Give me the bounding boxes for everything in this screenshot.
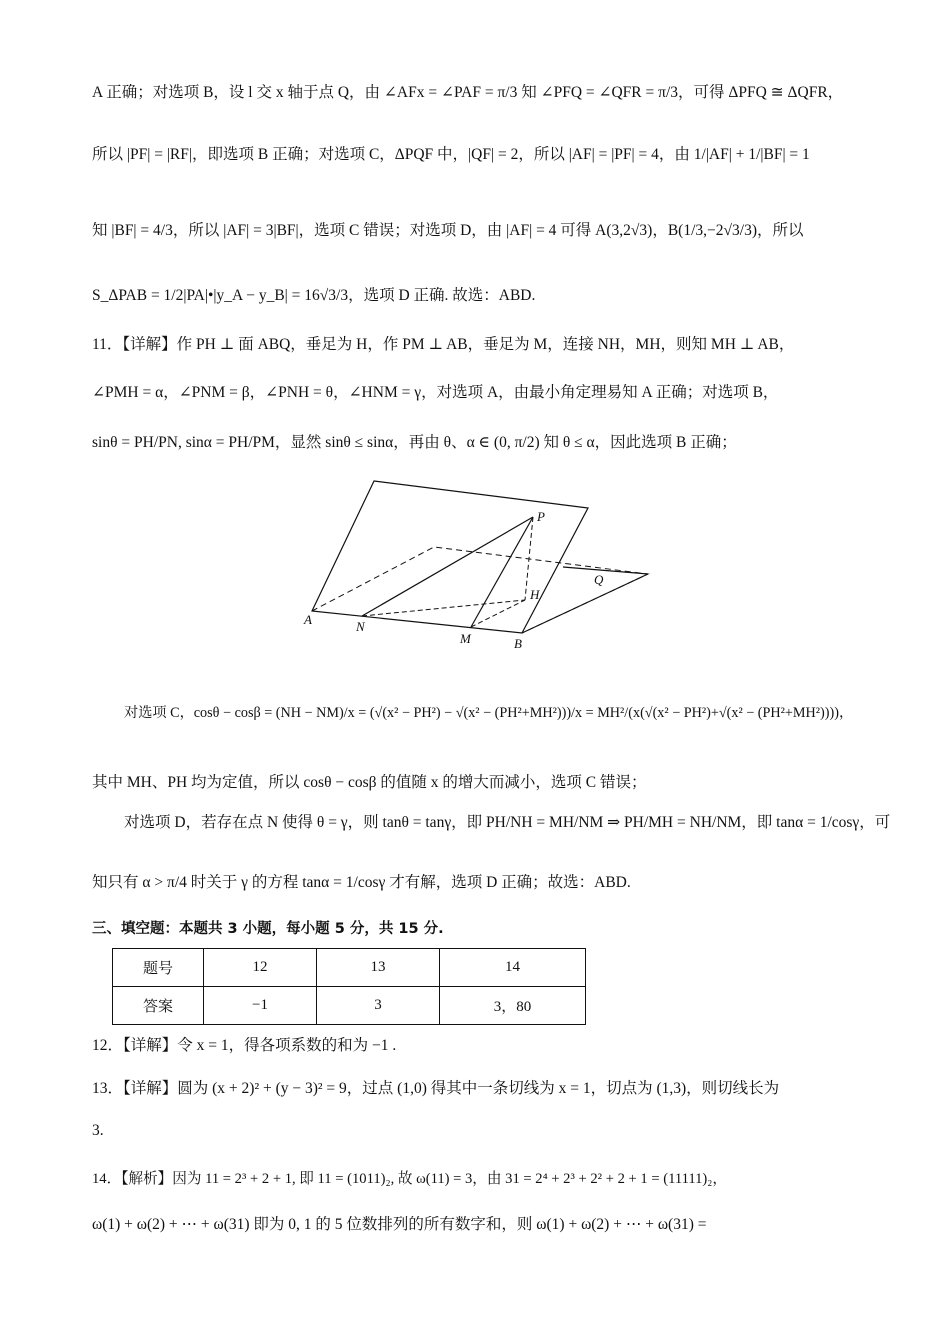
plane-alpha (312, 481, 588, 633)
p10-line-2: 所以 |PF| = |RF|，即选项 B 正确；对选项 C，ΔPQF 中，|QF| = 2，所以 |AF| = |PF| = 4，由 1/|AF| + 1/|BF| = 1 (92, 146, 810, 163)
label-a: A (304, 612, 312, 627)
table-cell: 3，80 (440, 987, 586, 1025)
p12-line: 12．【详解】令 x = 1，得各项系数的和为 −1 . (92, 1037, 397, 1054)
p10-line-4: S_ΔPAB = 1/2|PA|•|y_A − y_B| = 16√3/3，选项 D 正确. 故选：ABD. (92, 287, 536, 304)
p11-line-5: 其中 MH、PH 均为定值，所以 cosθ − cosβ 的值随 x 的增大而减小，选项 C 错误； (92, 774, 647, 791)
p11-line-1: 11．【详解】作 PH ⊥ 面 ABQ，垂足为 H，作 PM ⊥ AB，垂足为 M，连接 NH，MH，则知 MH ⊥ AB， (92, 336, 795, 353)
p10-line-3: 知 |BF| = 4/3，所以 |AF| = 3|BF|，选项 C 错误；对选项 D，由 |AF| = 4 可得 A(3,2√3)，B(1/3,−2√3/3)，所以 (92, 222, 804, 239)
p13-line-1: 13．【详解】圆为 (x + 2)² + (y − 3)² = 9，过点 (1,0) 得其中一条切线为 x = 1，切点为 (1,3)，则切线长为 (92, 1080, 780, 1097)
p11-line-7: 知只有 α > π/4 时关于 γ 的方程 tanα = 1/cosγ 才有解，选项 D 正确；故选：ABD. (92, 874, 631, 891)
label-n: N (356, 619, 365, 634)
p11-line-2: ∠PMH = α，∠PNM = β，∠PNH = θ，∠HNM = γ，对选项 A，由最小角定理易知 A 正确；对选项 B， (92, 384, 779, 401)
answers-table (112, 948, 586, 1025)
table-row-answer (113, 987, 586, 1025)
p14-line-1: 14．【解析】因为 11 = 2³ + 2 + 1, 即 11 = (1011)₂, 故 ω(11) = 3，由 31 = 2⁴ + 2³ + 2² + 2 + 1 = (11111)₂， (92, 1171, 727, 1187)
section-3-heading: 三、填空题：本题共 3 小题，每小题 5 分，共 15 分. (92, 921, 444, 937)
p11-line-4: 对选项 C，cosθ − cosβ = (NH − NM)/x = (√(x² − PH²) − √(x² − (PH²+MH²)))/x = MH²/(x(√(x² − PH²)+√(x² − (PH²+MH²))))， (124, 705, 854, 721)
geometry-figure (300, 475, 660, 655)
label-h: H (530, 587, 540, 602)
p13-line-2: 3. (92, 1122, 104, 1139)
p10-line-1: A 正确；对选项 B，设 l 交 x 轴于点 Q，由 ∠AFx = ∠PAF = π/3 知 ∠PFQ = ∠QFR = π/3，可得 ΔPFQ ≅ ΔQFR， (92, 84, 844, 101)
table-cell: 12 (204, 949, 317, 987)
table-cell: 13 (317, 949, 440, 987)
table-cell: 答案 (113, 987, 204, 1025)
table-row-header (113, 949, 586, 987)
label-p: P (537, 509, 545, 524)
table-cell: 14 (440, 949, 586, 987)
label-m: M (460, 631, 471, 646)
segment-pm (471, 517, 533, 627)
segment-pn (362, 517, 533, 616)
table-cell: 题号 (113, 949, 204, 987)
plane-q-edge-front (522, 574, 648, 633)
label-q: Q (594, 572, 604, 587)
label-b: B (514, 636, 522, 651)
table-cell: 3 (317, 987, 440, 1025)
plane-q-edge (563, 567, 648, 574)
p11-line-6: 对选项 D，若存在点 N 使得 θ = γ，则 tanθ = tanγ，即 PH/NH = MH/NM ⇒ PH/MH = NH/NM，即 tanα = 1/cosγ，可 (124, 814, 891, 831)
table-cell: −1 (204, 987, 317, 1025)
p14-line-2: ω(1) + ω(2) + ⋯ + ω(31) 即为 0, 1 的 5 位数排列的所有数字和，则 ω(1) + ω(2) + ⋯ + ω(31) = (92, 1216, 707, 1233)
p11-line-3: sinθ = PH/PN, sinα = PH/PM，显然 sinθ ≤ sinα，再由 θ、α ∈ (0, π/2) 知 θ ≤ α，因此选项 B 正确； (92, 434, 737, 451)
